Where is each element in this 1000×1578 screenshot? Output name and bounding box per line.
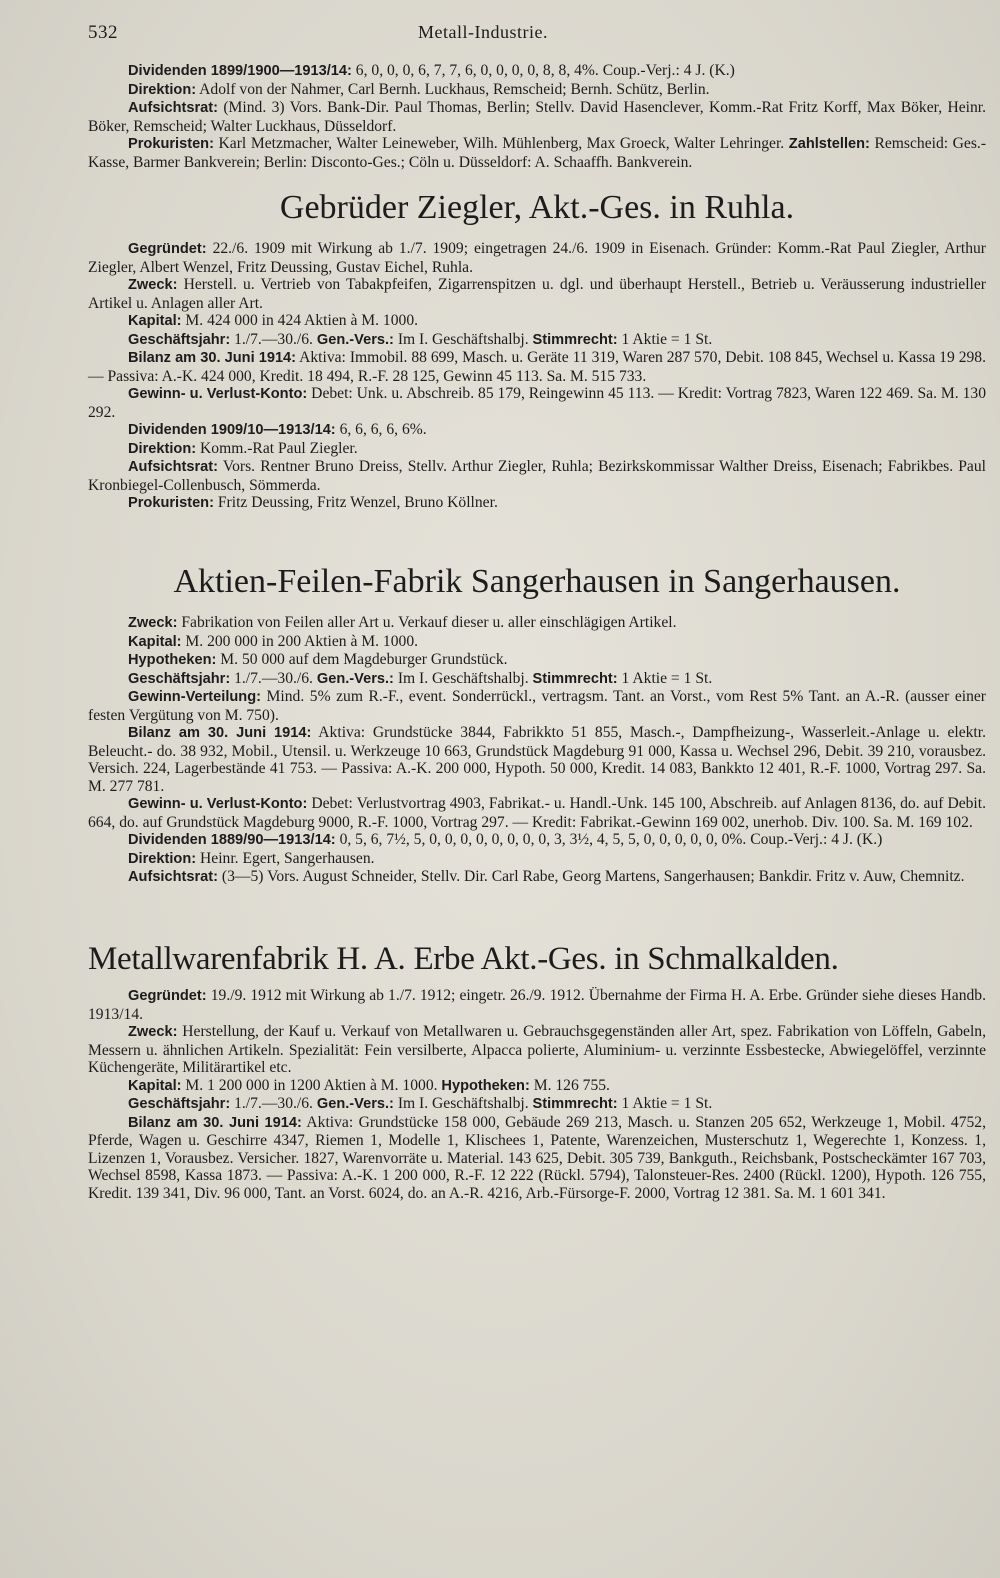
company-entries	[88, 987, 986, 1202]
entry-text: (3—5) Vors. August Schneider, Stellv. Dir. Carl Rabe, Georg Martens, Sangerhausen; Bankdir. Fritz v. Auw, Chemnitz.	[218, 868, 965, 886]
entry-text: Im I. Geschäftshalbj.	[393, 1095, 529, 1113]
entry-label: Bilanz am 30. Juni 1914:	[128, 350, 297, 367]
entry-text: 6, 6, 6, 6, 6%.	[335, 421, 427, 439]
entry-text: Herstell. u. Vertrieb von Tabakpfeifen, Zigarrenspitzen u. dgl. und überhaupt Herstell., Betrieb u. Veräusserung industrieller Artikel u. Anlagen aller Art.	[88, 276, 986, 312]
entry-label: Gewinn-Verteilung:	[128, 689, 261, 706]
company-title: Aktien-Feilen-Fabrik Sangerhausen in Sangerhausen.	[173, 562, 901, 600]
entry-text: Herstellung, der Kauf u. Verkauf von Metallwaren u. Gebrauchsgegenständen aller Art, spez. Fabrikation von Löffeln, Gabeln, Messern u. ähnlichen Artikeln. Spezialität: Fein versilberte, Alpacca polierte, Aluminium- u. verzinnte Essbestecke, Abwiegelöffel, verzinnte Küchengeräte, Militärartikel etc.	[88, 1023, 986, 1077]
entry-direktion	[88, 81, 986, 100]
page-number: 532	[88, 22, 118, 43]
entry-text: 22./6. 1909 mit Wirkung ab 1./7. 1909; eingetragen 24./6. 1909 in Eisenach. Gründer: Komm.-Rat Paul Ziegler, Arthur Ziegler, Albert Wenzel, Fritz Deussing, Gustav Eichel, Ruhla.	[88, 240, 986, 276]
entry-label: Gen.-Vers.:	[316, 1096, 394, 1113]
entry-gewinn-verlust	[88, 795, 986, 831]
entry-label: Aufsichtsrat:	[128, 869, 219, 886]
entry-aufsichtsrat	[88, 458, 986, 494]
entry-gegruendet	[88, 240, 986, 276]
entry-text: Debet: Unk. u. Abschreib. 85 179, Reingewinn 45 113. — Kredit: Vortrag 7823, Waren 122 469. Sa. M. 130 292.	[88, 385, 986, 421]
entry-label: Aufsichtsrat:	[128, 100, 219, 116]
entry-label: Kapital:	[128, 313, 182, 330]
entry-label: Gen.-Vers.:	[316, 670, 394, 687]
entry-kapital	[88, 1077, 986, 1096]
entry-text: Im I. Geschäftshalbj.	[393, 669, 529, 687]
entry-text: M. 1 200 000 in 1200 Aktien à M. 1000.	[181, 1076, 438, 1094]
entry-direktion	[88, 850, 986, 869]
entry-bilanz	[88, 724, 986, 795]
entry-gegruendet	[88, 987, 986, 1023]
entry-label: Zweck:	[128, 615, 178, 632]
entry-text: 19./9. 1912 mit Wirkung ab 1./7. 1912; eingetr. 26./9. 1912. Übernahme der Firma H. A. Erbe. Gründer siehe dieses Handb. 1913/14.	[88, 987, 986, 1023]
entry-text: Im I. Geschäftshalbj.	[393, 330, 529, 348]
entry-label: Stimmrecht:	[532, 331, 618, 348]
entry-zweck	[88, 276, 986, 312]
entry-text: M. 50 000 auf dem Magdeburger Grundstück.	[216, 651, 508, 669]
entry-dividenden	[88, 831, 986, 850]
entry-label: Gegründet:	[128, 241, 207, 258]
entry-text: Fritz Deussing, Fritz Wenzel, Bruno Köllner.	[213, 494, 498, 512]
entry-label: Prokuristen:	[128, 136, 214, 152]
entry-bilanz	[88, 349, 986, 385]
entry-label: Dividenden 1889/90—1913/14:	[128, 832, 336, 849]
entry-label: Dividenden 1899/1900—1913/14:	[128, 63, 352, 79]
entry-prokuristen	[88, 135, 986, 171]
entry-label: Kapital:	[128, 633, 182, 650]
entry-label: Aufsichtsrat:	[128, 459, 219, 476]
entry-text: M. 200 000 in 200 Aktien à M. 1000.	[181, 632, 419, 650]
entry-text: Adolf von der Nahmer, Carl Bernh. Luckhaus, Remscheid; Bernh. Schütz, Berlin.	[196, 80, 710, 98]
company-title: Metallwarenfabrik H. A. Erbe Akt.-Ges. in Schmalkalden.	[88, 940, 839, 977]
entry-text: Vors. Rentner Bruno Dreiss, Stellv. Arthur Ziegler, Ruhla; Bezirkskommissar Walther Dreiss, Eisenach; Fabrikbes. Paul Kronbiegel-Collenbusch, Sömmerda.	[88, 458, 986, 494]
entry-label: Gegründet:	[128, 988, 207, 1005]
running-title: Metall-Industrie.	[418, 22, 548, 42]
entry-text: 1 Aktie = 1 St.	[617, 669, 713, 687]
entry-direktion	[88, 440, 986, 459]
company-entries	[88, 614, 986, 887]
entry-text: M. 126 755.	[529, 1076, 610, 1094]
entry-label: Kapital:	[128, 1077, 182, 1094]
entry-text: Heinr. Egert, Sangerhausen.	[196, 849, 375, 867]
entry-aufsichtsrat	[88, 868, 986, 887]
entry-label: Prokuristen:	[128, 495, 214, 512]
entry-zweck	[88, 1023, 986, 1077]
entry-text: Aktiva: Grundstücke 158 000, Gebäude 269 213, Masch. u. Stanzen 205 652, Werkzeuge 1, Mobil. 4752, Pferde, Wagen u. Geschirre 4347, Riemen 1, Modelle 1, Klischees 1, Patente, Warenzeichen, Musterschutz 1, Wegerechte 1, Konzess. 1, Lizenzen 1, Vorausbez. Versicher. 1827, Warenvorräte u. Material. 143 625, Debit. 305 739, Bankguth., Reichsbank, Postscheckämter 167 703, Wechsel 8598, Kassa 1873. — Passiva: A.-K. 1 200 000, R.-F. 12 222 (Rückl. 5794), Talonsteuer-Res. 2400 (Rückl. 1200), Hypoth. 126 755, Kredit. 139 341, Div. 96 000, Tant. an Vorst. 6024, do. an A.-R. 4216, Arb.-Fürsorge-F. 2000, Vortrag 12 381. Sa. M. 1 601 341.	[88, 1113, 986, 1202]
entry-gewinn-verlust	[88, 385, 986, 421]
entry-aufsichtsrat	[88, 99, 986, 135]
entry-text: 0, 5, 6, 7½, 5, 0, 0, 0, 0, 0, 0, 0, 0, 3, 3½, 4, 5, 5, 0, 0, 0, 0, 0, 0%. Coup.-Verj.: 4 J. (K.)	[335, 831, 883, 849]
entry-text: (Mind. 3) Vors. Bank-Dir. Paul Thomas, Berlin; Stellv. David Hasenclever, Komm.-Rat Fritz Korff, Max Böker, Heinr. Böker, Remscheid; Walter Luckhaus, Düsseldorf.	[88, 99, 986, 135]
entry-label: Gen.-Vers.:	[316, 331, 394, 348]
entry-prokuristen	[88, 494, 986, 513]
entry-text: 1 Aktie = 1 St.	[617, 1095, 713, 1113]
entry-bilanz	[88, 1114, 986, 1203]
entry-label: Stimmrecht:	[532, 1096, 618, 1113]
entry-text: Karl Metzmacher, Walter Leineweber, Wilh. Mühlenberg, Max Groeck, Walter Lehringer.	[213, 135, 785, 152]
entry-label: Direktion:	[128, 81, 197, 98]
entry-label: Direktion:	[128, 850, 197, 867]
entry-text: Remscheid: Ges.-Kasse, Barmer Bankverein; Berlin: Disconto-Ges.; Cöln u. Düsseldorf: A. Schaaffh. Bankverein.	[88, 135, 987, 171]
entry-label: Gewinn- u. Verlust-Konto:	[128, 796, 308, 813]
entry-label: Dividenden 1909/10—1913/14:	[128, 422, 336, 439]
top-block	[88, 62, 986, 171]
entry-zweck	[88, 614, 986, 633]
entry-text: Komm.-Rat Paul Ziegler.	[196, 439, 358, 457]
entry-label: Bilanz am 30. Juni 1914:	[128, 1114, 302, 1131]
entry-label: Zahlstellen:	[788, 136, 870, 152]
entry-label: Stimmrecht:	[532, 670, 618, 687]
entry-text: Fabrikation von Feilen aller Art u. Verkauf dieser u. aller einschlägigen Artikel.	[177, 614, 677, 632]
entry-dividenden	[88, 62, 986, 81]
entry-gewinn-verteilung	[88, 688, 986, 724]
entry-label: Geschäftsjahr:	[128, 331, 231, 348]
entry-text: M. 424 000 in 424 Aktien à M. 1000.	[181, 312, 419, 330]
entry-geschaeftsjahr	[88, 670, 986, 689]
entry-geschaeftsjahr	[88, 1095, 986, 1114]
entry-label: Zweck:	[128, 1024, 178, 1041]
entry-text: 1./7.—30./6.	[230, 669, 313, 687]
entry-text: Aktiva: Immobil. 88 699, Masch. u. Geräte 11 319, Waren 287 570, Debit. 108 845, Wechsel u. Kassa 19 298. — Passiva: A.-K. 424 000, Kredit. 18 494, R.-F. 28 125, Gewinn 45 113. Sa. M. 515 733.	[88, 349, 986, 385]
entry-text: 1./7.—30./6.	[230, 330, 313, 348]
entry-label: Geschäftsjahr:	[128, 1096, 231, 1113]
entry-hypotheken	[88, 651, 986, 670]
entry-dividenden	[88, 421, 986, 440]
entry-label: Zweck:	[128, 277, 178, 294]
entry-label: Hypotheken:	[441, 1077, 530, 1094]
company-entries	[88, 240, 986, 513]
entry-label: Hypotheken:	[128, 652, 217, 669]
entry-label: Direktion:	[128, 440, 197, 457]
running-header	[88, 22, 986, 62]
entry-text: 1./7.—30./6.	[230, 1095, 313, 1113]
entry-text: 1 Aktie = 1 St.	[617, 330, 713, 348]
entry-text: Debet: Verlustvortrag 4903, Fabrikat.- u. Handl.-Unk. 145 100, Abschreib. auf Anlagen 8136, do. auf Debit. 664, do. auf Grundstück Magdeburg 9000, R.-F. 1000, Vortrag 297. — Kredit: Fabrikat.-Gewinn 169 002, unerhob. Div. 100. Sa. M. 169 102.	[88, 795, 986, 831]
entry-text: 6, 0, 0, 0, 6, 7, 7, 6, 0, 0, 0, 0, 8, 8, 4%. Coup.-Verj.: 4 J. (K.)	[351, 62, 735, 79]
entry-label: Bilanz am 30. Juni 1914:	[128, 725, 312, 742]
company-title: Gebrüder Ziegler, Akt.-Ges. in Ruhla.	[279, 189, 795, 226]
entry-label: Gewinn- u. Verlust-Konto:	[128, 386, 308, 403]
entry-text: Mind. 5% zum R.-F., event. Sonderrückl., vertragsm. Tant. an Vorst., vom Rest 5% Tant. an A.-R. (ausser einer festen Vergütung von M. 750).	[88, 688, 986, 724]
entry-text: Aktiva: Grundstücke 3844, Fabrikkto 51 855, Masch.-, Dampfheizung-, Wasserleit.-Anlage u. elektr. Beleucht.- do. 38 932, Mobil., Utensil. u. Werkzeuge 10 663, Grundstück Magdeburg 91 000, Kassa u. Wechsel 296, Debit. 39 210, vorausbez. Versich. 224, Lagerbestände 41 753. — Passiva: A.-K. 200 000, Hypoth. 50 000, Kredit. 14 083, Bankkto 12 401, R.-F. 1000, Vortrag 297. Sa. M. 277 781.	[88, 724, 986, 795]
entry-label: Geschäftsjahr:	[128, 670, 231, 687]
entry-kapital	[88, 312, 986, 331]
entry-geschaeftsjahr	[88, 331, 986, 350]
entry-kapital	[88, 633, 986, 652]
